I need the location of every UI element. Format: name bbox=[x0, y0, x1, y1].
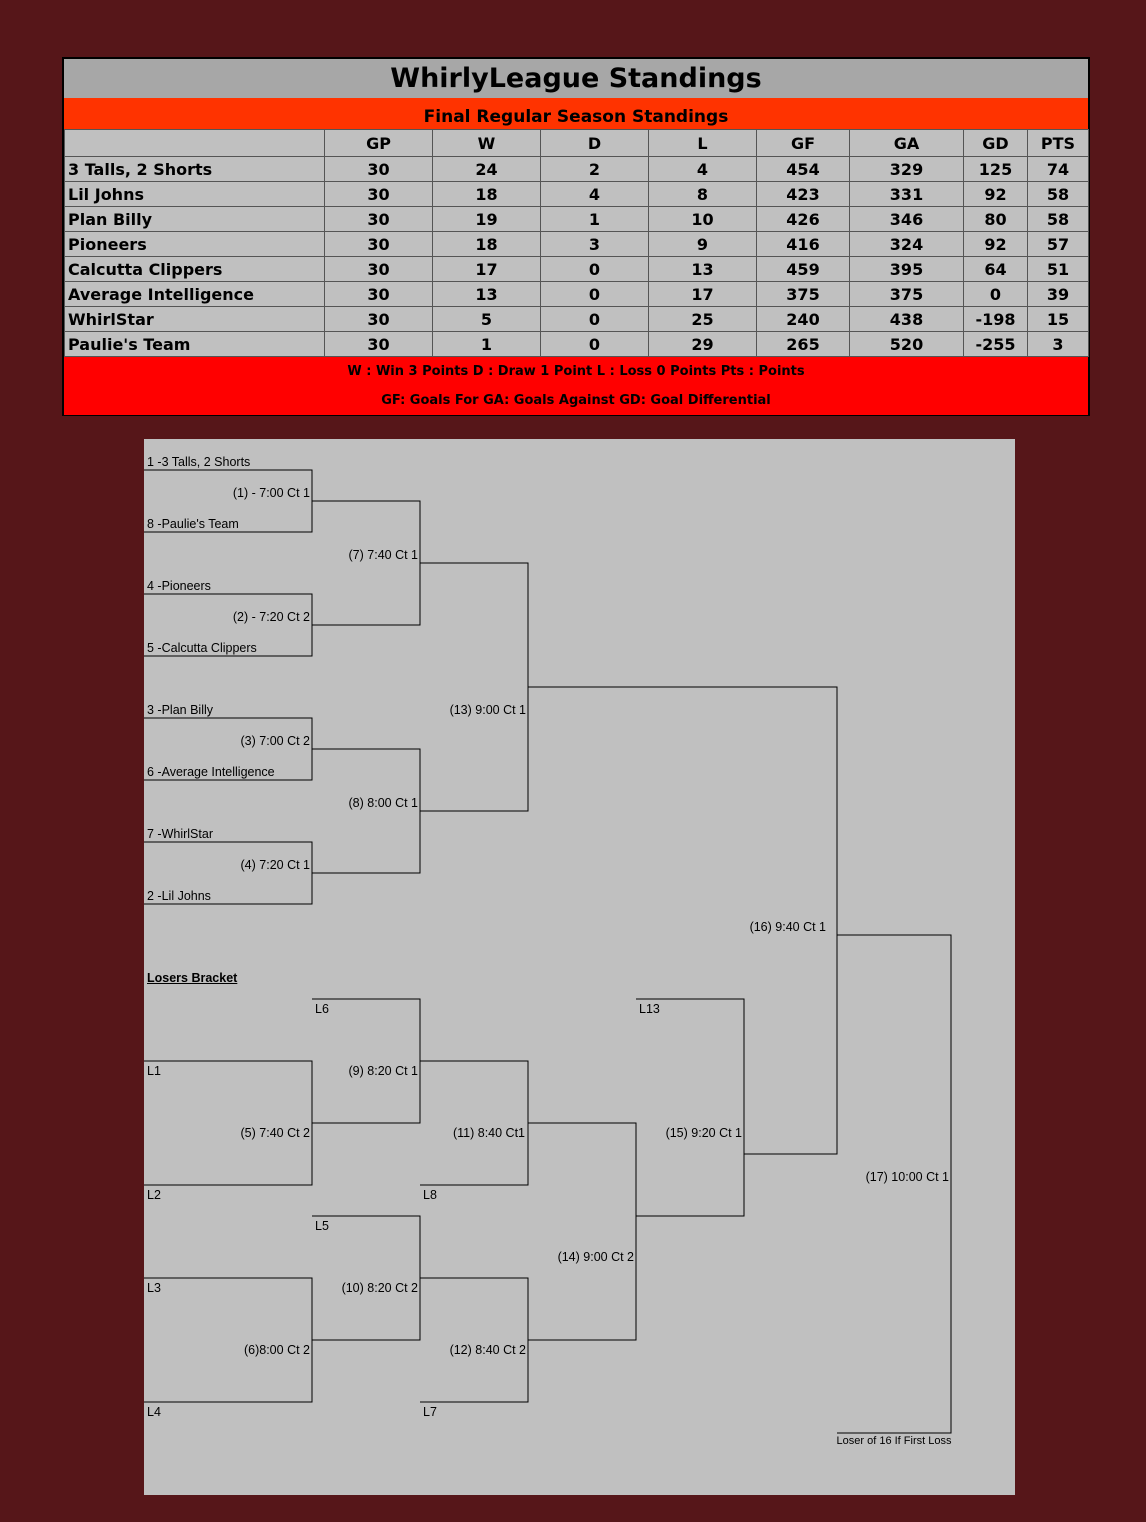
team-name-cell: Average Intelligence bbox=[65, 282, 325, 307]
game-6-label: (6)8:00 Ct 2 bbox=[243, 1343, 310, 1357]
game-7-label: (7) 7:40 Ct 1 bbox=[348, 548, 418, 562]
losers-l2: L2 bbox=[147, 1188, 161, 1202]
seed-8: 8 -Paulie's Team bbox=[147, 517, 239, 531]
table-row bbox=[65, 307, 1089, 332]
legend-line-2: GF: Goals For GA: Goals Against GD: Goal Differential bbox=[381, 393, 771, 408]
stat-cell: 19 bbox=[433, 207, 541, 232]
stat-cell: 8 bbox=[649, 182, 757, 207]
stat-cell: 329 bbox=[850, 157, 964, 182]
game-10-label: (10) 8:20 Ct 2 bbox=[341, 1281, 418, 1295]
stat-cell: 1 bbox=[541, 207, 649, 232]
table-row bbox=[65, 257, 1089, 282]
stat-cell: 0 bbox=[541, 282, 649, 307]
stat-cell: 18 bbox=[433, 182, 541, 207]
team-name-cell: WhirlStar bbox=[65, 307, 325, 332]
losers-l1: L1 bbox=[147, 1064, 161, 1078]
tournament-bracket bbox=[144, 439, 1015, 1495]
seed-5: 5 -Calcutta Clippers bbox=[147, 641, 257, 655]
stat-cell: 426 bbox=[757, 207, 850, 232]
stat-cell: 10 bbox=[649, 207, 757, 232]
losers-bracket-title: Losers Bracket bbox=[147, 971, 238, 985]
stat-cell: 58 bbox=[1028, 207, 1089, 232]
team-name-cell: Lil Johns bbox=[65, 182, 325, 207]
standings-panel bbox=[62, 57, 1090, 416]
losers-l3: L3 bbox=[147, 1281, 161, 1295]
game-9-label: (9) 8:20 Ct 1 bbox=[348, 1064, 418, 1078]
stat-cell: 51 bbox=[1028, 257, 1089, 282]
stat-cell: 4 bbox=[541, 182, 649, 207]
seed-1: 1 -3 Talls, 2 Shorts bbox=[147, 455, 251, 469]
stat-cell: 30 bbox=[325, 257, 433, 282]
game-17-label: (17) 10:00 Ct 1 bbox=[865, 1170, 949, 1184]
standings-subtitle: Final Regular Season Standings bbox=[64, 98, 1088, 129]
stat-cell: 125 bbox=[964, 157, 1028, 182]
stat-cell: 30 bbox=[325, 332, 433, 357]
stat-cell: 92 bbox=[964, 232, 1028, 257]
stat-cell: 29 bbox=[649, 332, 757, 357]
stat-cell: 459 bbox=[757, 257, 850, 282]
stat-cell: 30 bbox=[325, 307, 433, 332]
game-15-label: (15) 9:20 Ct 1 bbox=[665, 1126, 742, 1140]
stat-cell: 454 bbox=[757, 157, 850, 182]
stat-cell: 92 bbox=[964, 182, 1028, 207]
stat-cell: 331 bbox=[850, 182, 964, 207]
stat-cell: 57 bbox=[1028, 232, 1089, 257]
stat-cell: 64 bbox=[964, 257, 1028, 282]
stat-cell: 74 bbox=[1028, 157, 1089, 182]
team-name-cell: 3 Talls, 2 Shorts bbox=[65, 157, 325, 182]
stat-cell: 375 bbox=[850, 282, 964, 307]
stat-cell: 30 bbox=[325, 157, 433, 182]
stat-cell: 3 bbox=[1028, 332, 1089, 357]
stat-cell: 9 bbox=[649, 232, 757, 257]
stat-cell: 80 bbox=[964, 207, 1028, 232]
standings-legend bbox=[64, 357, 1088, 415]
team-name-cell: Pioneers bbox=[65, 232, 325, 257]
stat-cell: 375 bbox=[757, 282, 850, 307]
table-row bbox=[65, 232, 1089, 257]
column-header: GA bbox=[850, 130, 964, 157]
stat-cell: 3 bbox=[541, 232, 649, 257]
stat-cell: 17 bbox=[649, 282, 757, 307]
standings-title: WhirlyLeague Standings bbox=[64, 59, 1088, 98]
stat-cell: 30 bbox=[325, 207, 433, 232]
stat-cell: 0 bbox=[541, 332, 649, 357]
losers-l8: L8 bbox=[423, 1188, 437, 1202]
column-header: PTS bbox=[1028, 130, 1089, 157]
table-row bbox=[65, 182, 1089, 207]
stat-cell: 423 bbox=[757, 182, 850, 207]
game-14-label: (14) 9:00 Ct 2 bbox=[557, 1250, 634, 1264]
stat-cell: 25 bbox=[649, 307, 757, 332]
stat-cell: 0 bbox=[541, 307, 649, 332]
stat-cell: 0 bbox=[964, 282, 1028, 307]
table-row bbox=[65, 207, 1089, 232]
stat-cell: 13 bbox=[649, 257, 757, 282]
game-11-label: (11) 8:40 Ct1 bbox=[452, 1126, 525, 1140]
column-header: GP bbox=[325, 130, 433, 157]
seed-2: 2 -Lil Johns bbox=[147, 889, 211, 903]
team-name-cell: Plan Billy bbox=[65, 207, 325, 232]
seed-3: 3 -Plan Billy bbox=[147, 703, 213, 717]
losers-l13: L13 bbox=[639, 1002, 660, 1016]
stat-cell: 30 bbox=[325, 232, 433, 257]
stat-cell: 17 bbox=[433, 257, 541, 282]
column-header: D bbox=[541, 130, 649, 157]
stat-cell: 346 bbox=[850, 207, 964, 232]
stat-cell: 4 bbox=[649, 157, 757, 182]
stat-cell: 240 bbox=[757, 307, 850, 332]
stat-cell: 0 bbox=[541, 257, 649, 282]
seed-6: 6 -Average Intelligence bbox=[147, 765, 275, 779]
stat-cell: 58 bbox=[1028, 182, 1089, 207]
game-2-label: (2) - 7:20 Ct 2 bbox=[232, 610, 310, 624]
stat-cell: 39 bbox=[1028, 282, 1089, 307]
game-5-label: (5) 7:40 Ct 2 bbox=[240, 1126, 310, 1140]
stat-cell: 15 bbox=[1028, 307, 1089, 332]
losers-l5: L5 bbox=[315, 1219, 329, 1233]
stat-cell: 416 bbox=[757, 232, 850, 257]
table-row bbox=[65, 157, 1089, 182]
game-1-label: (1) - 7:00 Ct 1 bbox=[232, 486, 310, 500]
stat-cell: 2 bbox=[541, 157, 649, 182]
game-8-label: (8) 8:00 Ct 1 bbox=[348, 796, 418, 810]
stat-cell: 13 bbox=[433, 282, 541, 307]
seed-4: 4 -Pioneers bbox=[147, 579, 211, 593]
stat-cell: 520 bbox=[850, 332, 964, 357]
column-header bbox=[65, 130, 325, 157]
standings-table bbox=[64, 129, 1089, 357]
stat-cell: 24 bbox=[433, 157, 541, 182]
final-note: Loser of 16 If First Loss bbox=[836, 1435, 952, 1447]
column-header: W bbox=[433, 130, 541, 157]
team-name-cell: Paulie's Team bbox=[65, 332, 325, 357]
losers-l7: L7 bbox=[423, 1405, 437, 1419]
legend-line-1: W : Win 3 Points D : Draw 1 Point L : Loss 0 Points Pts : Points bbox=[347, 364, 805, 379]
game-16-label: (16) 9:40 Ct 1 bbox=[749, 920, 826, 934]
team-name-cell: Calcutta Clippers bbox=[65, 257, 325, 282]
stat-cell: -255 bbox=[964, 332, 1028, 357]
column-header: GF bbox=[757, 130, 850, 157]
stat-cell: 324 bbox=[850, 232, 964, 257]
stat-cell: 395 bbox=[850, 257, 964, 282]
losers-l4: L4 bbox=[147, 1405, 161, 1419]
losers-l6: L6 bbox=[315, 1002, 329, 1016]
seed-7: 7 -WhirlStar bbox=[147, 827, 213, 841]
stat-cell: 30 bbox=[325, 282, 433, 307]
bracket-lines bbox=[144, 439, 1015, 1495]
table-row bbox=[65, 282, 1089, 307]
game-13-label: (13) 9:00 Ct 1 bbox=[449, 703, 526, 717]
game-3-label: (3) 7:00 Ct 2 bbox=[240, 734, 310, 748]
stat-cell: -198 bbox=[964, 307, 1028, 332]
table-row bbox=[65, 332, 1089, 357]
stat-cell: 1 bbox=[433, 332, 541, 357]
game-4-label: (4) 7:20 Ct 1 bbox=[240, 858, 310, 872]
game-12-label: (12) 8:40 Ct 2 bbox=[449, 1343, 526, 1357]
stat-cell: 18 bbox=[433, 232, 541, 257]
table-header-row bbox=[65, 130, 1089, 157]
stat-cell: 30 bbox=[325, 182, 433, 207]
stat-cell: 438 bbox=[850, 307, 964, 332]
column-header: GD bbox=[964, 130, 1028, 157]
stat-cell: 5 bbox=[433, 307, 541, 332]
stat-cell: 265 bbox=[757, 332, 850, 357]
column-header: L bbox=[649, 130, 757, 157]
